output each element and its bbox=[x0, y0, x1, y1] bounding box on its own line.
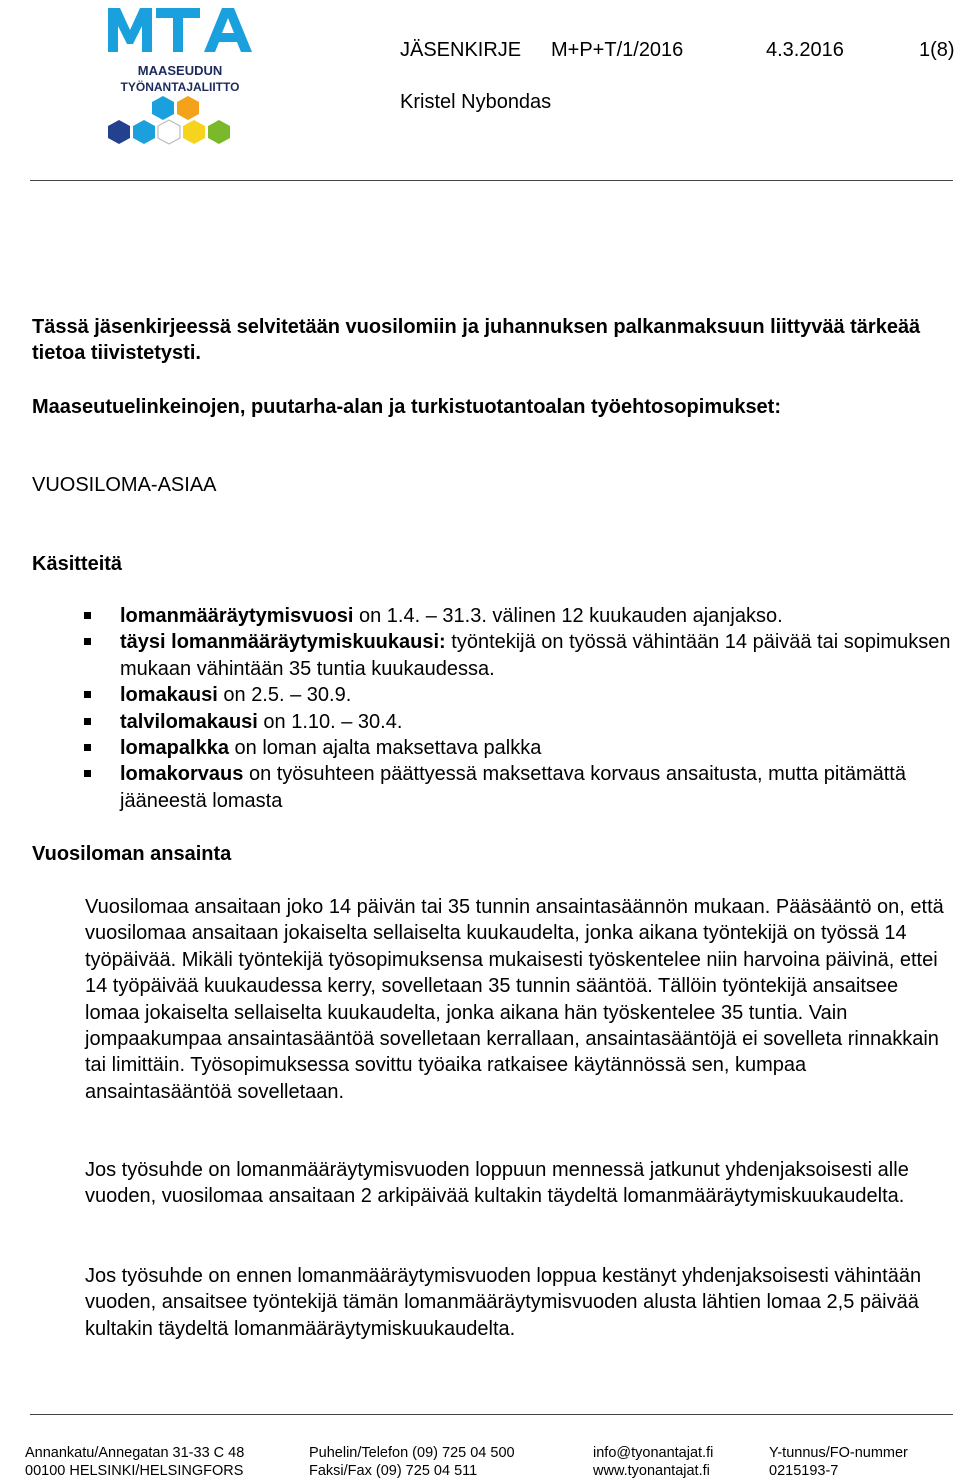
intro-text: Tässä jäsenkirjeessä selvitetään vuosilomiin ja juhannuksen palkanmaksuun liittyvää tärkeää tietoa tiivistetysti. bbox=[32, 316, 921, 364]
svg-text:MAASEUDUN: MAASEUDUN bbox=[137, 63, 223, 78]
author: Kristel Nybondas bbox=[400, 91, 552, 113]
doc-code: M+P+T/1/2016 bbox=[551, 39, 684, 61]
concept-text: on työsuhteen päättyessä maksettava korvaus ansaitusta, mutta pitämättä jääneestä lomasta bbox=[120, 763, 906, 812]
footer-divider bbox=[30, 1414, 953, 1415]
footer-address-2: 00100 HELSINKI/HELSINGFORS bbox=[25, 1463, 244, 1479]
doc-type: JÄSENKIRJE bbox=[400, 39, 522, 61]
svg-text:TYÖNANTAJALIITTO: TYÖNANTAJALIITTO bbox=[120, 80, 240, 94]
footer-phone: Puhelin/Telefon (09) 725 04 500 bbox=[309, 1445, 515, 1461]
mta-logo bbox=[100, 2, 260, 152]
bullet-icon bbox=[84, 718, 91, 725]
footer-business-id-label: Y-tunnus/FO-nummer bbox=[769, 1445, 908, 1461]
bullet-icon bbox=[84, 744, 91, 751]
agreements-heading: Maaseutuelinkeinojen, puutarha-alan ja turkistuotantoalan työehtosopimukset: bbox=[32, 396, 782, 418]
list-item bbox=[82, 735, 952, 761]
footer-fax: Faksi/Fax (09) 725 04 511 bbox=[309, 1463, 478, 1479]
concept-term: lomakorvaus bbox=[120, 763, 244, 786]
concept-term: lomakausi bbox=[120, 684, 218, 707]
list-item bbox=[82, 603, 952, 629]
paragraph-under-one-year: Jos työsuhde on lomanmääräytymisvuoden loppuun mennessä jatkunut yhdenjaksoisesti alle vuoden, vuosilomaa ansaitaan 2 arkipäivää kultakin täydeltä lomanmääräytymiskuukaudelta. bbox=[85, 1159, 909, 1208]
concept-text: on loman ajalta maksettava palkka bbox=[228, 737, 542, 760]
concept-text: on 2.5. – 30.9. bbox=[217, 684, 352, 707]
accrual-heading: Vuosiloman ansainta bbox=[32, 843, 232, 865]
concept-term: täysi lomanmääräytymiskuukausi: bbox=[120, 631, 446, 654]
list-item bbox=[82, 682, 952, 708]
bullet-icon bbox=[84, 691, 91, 698]
concept-term: lomanmääräytymisvuosi bbox=[120, 605, 354, 627]
list-item bbox=[82, 629, 952, 682]
concept-text: on 1.4. – 31.3. välinen 12 kuukauden ajanjakso. bbox=[353, 605, 783, 627]
footer-address-1: Annankatu/Annegatan 31-33 C 48 bbox=[25, 1445, 245, 1461]
section-title: VUOSILOMA-ASIAA bbox=[32, 474, 217, 496]
page-number: 1(8) bbox=[919, 39, 955, 61]
paragraph-over-one-year: Jos työsuhde on ennen lomanmääräytymisvuoden loppua kestänyt yhdenjaksoisesti vähintään vuoden, ansaitsee työntekijä tämän lomanmääräytymisvuoden alusta lähtien lomaa 2,5 päivää kultakin täydeltä lomanmääräytymiskuukaudelta. bbox=[85, 1265, 922, 1340]
bullet-icon bbox=[84, 612, 91, 619]
concepts-list bbox=[82, 603, 952, 814]
header-divider bbox=[30, 180, 953, 181]
concepts-heading: Käsitteitä bbox=[32, 553, 123, 575]
bullet-icon bbox=[84, 638, 91, 645]
footer-business-id: 0215193-7 bbox=[769, 1463, 839, 1479]
concept-text: on 1.10. – 30.4. bbox=[257, 710, 403, 733]
footer-email[interactable]: info@tyonantajat.fi bbox=[593, 1445, 714, 1461]
concept-text: työntekijä on työssä vähintään 14 päivää tai sopimuksen mukaan vähintään 35 tuntia kuukaudessa. bbox=[120, 631, 951, 680]
mta-logo-graphic bbox=[100, 2, 260, 152]
concept-term: talvilomakausi bbox=[120, 710, 258, 733]
paragraph-accrual-rules: Vuosilomaa ansaitaan joko 14 päivän tai 35 tunnin ansaintasäännön mukaan. Pääsääntö on, että vuosilomaa ansaitaan jokaiselta sellaiselta kuukaudelta, jonka aikana työntekijä on työssä 14 työpäivää. Mikäli työntekijä työsopimuksensa mukaisesti työskentelee niin harvoina päivinä, ettei 14 työpäivää kuukaudessa kerry, sovelletaan 35 tunnin sääntöä. Tällöin työntekijä ansaitsee lomaa jokaiselta sellaiselta kuukaudelta, jonka aikana hän työskentelee 35 tuntia. Vain jompaakumpaa ansaintasääntöä sovelletaan kerrallaan, ansaintasääntöjä ei sovelleta rinnakkain tai limittäin. Työsopimuksessa sovittu työaika ratkaisee käytännössä sen, kumpaa ansaintasääntöä sovelletaan. bbox=[85, 896, 944, 1103]
bullet-icon bbox=[84, 770, 91, 777]
list-item bbox=[82, 709, 952, 735]
list-item bbox=[82, 761, 952, 814]
concept-term: lomapalkka bbox=[120, 737, 229, 760]
doc-date: 4.3.2016 bbox=[766, 39, 844, 61]
footer-website[interactable]: www.tyonantajat.fi bbox=[593, 1463, 710, 1479]
